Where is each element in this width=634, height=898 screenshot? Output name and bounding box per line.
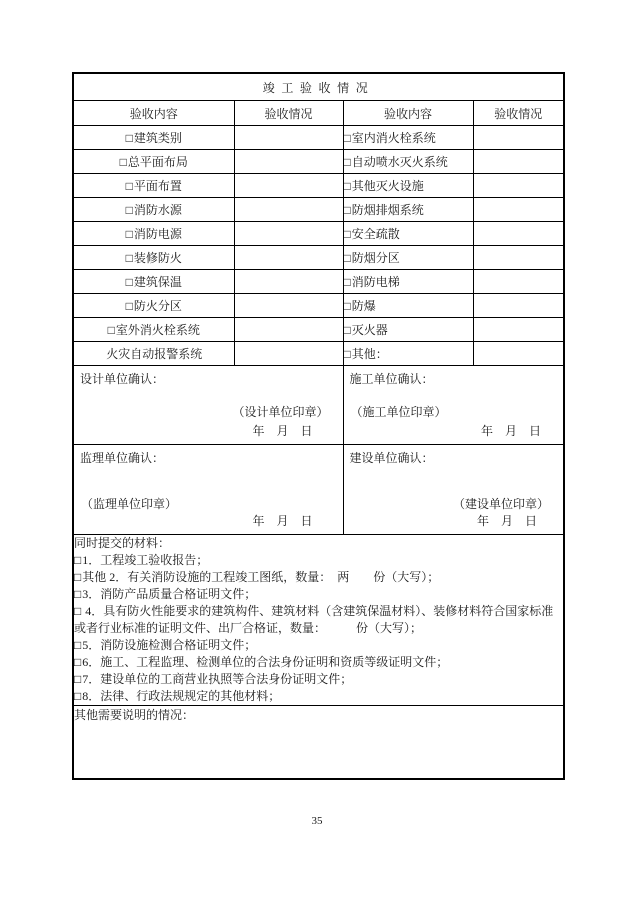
table-row <box>73 342 564 366</box>
acceptance-status-cell[interactable] <box>234 174 343 198</box>
acceptance-item-label: 其他灭火设施 <box>351 179 424 193</box>
building-unit-seal-label: （建设单位印章） <box>453 497 550 511</box>
materials-item-text: 7．建设单位的工商营业执照等合法身份证明文件； <box>82 672 353 686</box>
acceptance-item-cell <box>343 246 473 270</box>
acceptance-status-cell[interactable] <box>234 270 343 294</box>
acceptance-item-cell <box>343 126 473 150</box>
acceptance-item-label: 建筑保温 <box>133 275 182 289</box>
acceptance-status-cell[interactable] <box>473 318 564 342</box>
acceptance-item-label: 灭火器 <box>351 323 388 337</box>
checkbox-icon[interactable]: □ <box>74 689 82 703</box>
other-notes-label: 其他需要说明的情况： <box>74 708 195 722</box>
column-header: 验收情况 <box>234 101 343 126</box>
signature-row <box>73 445 564 535</box>
acceptance-status-cell[interactable] <box>473 222 564 246</box>
materials-item-text: 1．工程竣工验收报告； <box>82 553 209 567</box>
acceptance-item-label: 防爆 <box>351 299 376 313</box>
acceptance-status-cell[interactable] <box>473 126 564 150</box>
column-header-row <box>73 101 564 126</box>
acceptance-status-cell[interactable] <box>234 198 343 222</box>
acceptance-item-cell <box>343 198 473 222</box>
acceptance-item-cell <box>343 342 473 366</box>
column-header: 验收情况 <box>473 101 564 126</box>
table-row <box>73 198 564 222</box>
acceptance-item-label: 消防水源 <box>133 203 182 217</box>
supervision-unit-date-line[interactable]: 年 月 日 <box>252 514 313 528</box>
acceptance-status-cell[interactable] <box>473 342 564 366</box>
completion-acceptance-table <box>72 72 565 780</box>
checkbox-icon[interactable]: □ <box>125 299 133 313</box>
checkbox-icon[interactable]: □ <box>343 299 351 313</box>
acceptance-status-cell[interactable] <box>473 198 564 222</box>
building-unit-date-line[interactable]: 年 月 日 <box>477 514 538 528</box>
supervision-unit-confirm-cell[interactable] <box>73 445 343 535</box>
materials-item-text: 其他 2．有关消防设施的工程竣工图纸，数量： 两 份（大写）； <box>82 570 440 584</box>
column-header: 验收内容 <box>73 101 234 126</box>
checkbox-icon[interactable]: □ <box>343 275 351 289</box>
acceptance-item-label: 消防电源 <box>133 227 182 241</box>
checkbox-icon[interactable]: □ <box>74 553 82 567</box>
acceptance-item-cell <box>73 270 234 294</box>
design-unit-confirm-label: 设计单位确认： <box>80 372 165 386</box>
checkbox-icon[interactable]: □ <box>74 638 82 652</box>
checkbox-icon[interactable]: □ <box>107 323 115 337</box>
acceptance-item-cell <box>343 318 473 342</box>
acceptance-item-label: 防烟排烟系统 <box>351 203 424 217</box>
checkbox-icon[interactable]: □ <box>343 227 351 241</box>
acceptance-status-cell[interactable] <box>473 246 564 270</box>
checkbox-icon[interactable]: □ <box>74 672 82 686</box>
acceptance-item-label: 火灾自动报警系统 <box>106 347 203 361</box>
acceptance-item-cell <box>343 270 473 294</box>
checkbox-icon[interactable]: □ <box>343 155 351 169</box>
acceptance-item-cell <box>73 318 234 342</box>
checkbox-icon[interactable]: □ <box>343 131 351 145</box>
building-unit-confirm-cell[interactable] <box>343 445 564 535</box>
acceptance-status-cell[interactable] <box>473 294 564 318</box>
checkbox-icon[interactable]: □ <box>343 251 351 265</box>
checkbox-icon[interactable]: □ <box>125 251 133 265</box>
checkbox-icon[interactable]: □ <box>343 179 351 193</box>
materials-item-text: 4．具有防火性能要求的建筑构件、建筑材料（含建筑保温材料）、装修材料符合国家标准或者行业标准的证明文件、出厂合格证，数量： 份（大写）； <box>74 604 554 635</box>
acceptance-item-cell <box>73 150 234 174</box>
page-number: 35 <box>311 815 323 827</box>
acceptance-item-label: 装修防火 <box>133 251 182 265</box>
supervision-unit-seal-label: （监理单位印章） <box>81 497 178 511</box>
acceptance-item-label: 总平面布局 <box>127 155 188 169</box>
materials-item <box>74 603 563 637</box>
materials-item <box>74 552 563 569</box>
checkbox-icon[interactable]: □ <box>74 570 82 584</box>
acceptance-item-cell <box>343 294 473 318</box>
acceptance-item-label: 防烟分区 <box>351 251 400 265</box>
acceptance-item-label: 防火分区 <box>133 299 182 313</box>
acceptance-item-label: 其他： <box>351 347 388 361</box>
checkbox-icon[interactable]: □ <box>125 203 133 217</box>
acceptance-item-cell <box>73 222 234 246</box>
materials-item <box>74 654 563 671</box>
acceptance-status-cell[interactable] <box>234 318 343 342</box>
checkbox-icon[interactable]: □ <box>343 203 351 217</box>
acceptance-item-cell <box>73 294 234 318</box>
checkbox-icon[interactable]: □ <box>343 323 351 337</box>
materials-header: 同时提交的材料： <box>74 536 171 550</box>
acceptance-item-label: 自动喷水灭火系统 <box>351 155 448 169</box>
design-unit-confirm-cell[interactable] <box>73 366 343 445</box>
acceptance-status-cell[interactable] <box>234 246 343 270</box>
materials-cell <box>73 535 564 706</box>
building-unit-confirm-label: 建设单位确认： <box>349 451 434 465</box>
acceptance-item-cell <box>343 174 473 198</box>
acceptance-status-cell[interactable] <box>473 270 564 294</box>
design-unit-date-line[interactable]: 年 月 日 <box>252 424 313 438</box>
table-title: 竣工验收情况 <box>73 73 564 101</box>
construction-unit-confirm-cell[interactable] <box>343 366 564 445</box>
acceptance-status-cell[interactable] <box>234 222 343 246</box>
table-title-row <box>73 73 564 101</box>
acceptance-status-cell[interactable] <box>234 342 343 366</box>
checkbox-icon[interactable]: □ <box>74 655 82 669</box>
materials-item-text: 5．消防设施检测合格证明文件； <box>82 638 257 652</box>
checkbox-icon[interactable]: □ <box>74 587 82 601</box>
other-notes-cell[interactable] <box>73 706 564 780</box>
acceptance-item-cell <box>73 174 234 198</box>
signature-row <box>73 366 564 445</box>
table-row <box>73 246 564 270</box>
construction-unit-seal-label: （施工单位印章） <box>350 405 447 419</box>
table-row <box>73 294 564 318</box>
materials-item <box>74 637 563 654</box>
checkbox-icon[interactable]: □ <box>125 227 133 241</box>
acceptance-item-cell <box>343 150 473 174</box>
materials-item <box>74 586 563 603</box>
materials-item <box>74 688 563 705</box>
table-row <box>73 126 564 150</box>
table-row <box>73 222 564 246</box>
construction-unit-date-line[interactable]: 年 月 日 <box>481 424 542 438</box>
table-row <box>73 270 564 294</box>
acceptance-item-cell <box>73 246 234 270</box>
acceptance-item-cell <box>73 198 234 222</box>
checkbox-icon[interactable]: □ <box>125 131 133 145</box>
supervision-unit-confirm-label: 监理单位确认： <box>80 451 165 465</box>
checkbox-icon[interactable]: □ <box>343 347 351 361</box>
acceptance-item-label: 安全疏散 <box>351 227 400 241</box>
acceptance-status-cell[interactable] <box>473 150 564 174</box>
acceptance-status-cell[interactable] <box>473 174 564 198</box>
acceptance-item-cell <box>343 222 473 246</box>
acceptance-item-cell <box>73 342 234 366</box>
acceptance-status-cell[interactable] <box>234 126 343 150</box>
materials-item-text: 8．法律、行政法规规定的其他材料； <box>82 689 281 703</box>
other-notes-row <box>73 706 564 780</box>
acceptance-item-label: 建筑类别 <box>133 131 182 145</box>
materials-item-text: 6．施工、工程监理、检测单位的合法身份证明和资质等级证明文件； <box>82 655 449 669</box>
acceptance-item-label: 消防电梯 <box>351 275 400 289</box>
materials-row <box>73 535 564 706</box>
acceptance-item-label: 室内消火栓系统 <box>351 131 436 145</box>
column-header: 验收内容 <box>343 101 473 126</box>
acceptance-item-label: 平面布置 <box>133 179 182 193</box>
checkbox-icon[interactable]: □ <box>125 275 133 289</box>
checkbox-icon[interactable]: □ <box>119 155 127 169</box>
acceptance-item-label: 室外消火栓系统 <box>115 323 200 337</box>
checkbox-icon[interactable]: □ <box>74 604 82 618</box>
table-row <box>73 318 564 342</box>
acceptance-status-cell[interactable] <box>234 294 343 318</box>
table-row <box>73 150 564 174</box>
materials-item-text: 3．消防产品质量合格证明文件； <box>82 587 257 601</box>
acceptance-item-cell <box>73 126 234 150</box>
table-row <box>73 174 564 198</box>
acceptance-status-cell[interactable] <box>234 150 343 174</box>
materials-item <box>74 569 563 586</box>
design-unit-seal-label: （设计单位印章） <box>232 405 329 419</box>
construction-unit-confirm-label: 施工单位确认： <box>349 372 434 386</box>
checkbox-icon[interactable]: □ <box>125 179 133 193</box>
materials-item <box>74 671 563 688</box>
